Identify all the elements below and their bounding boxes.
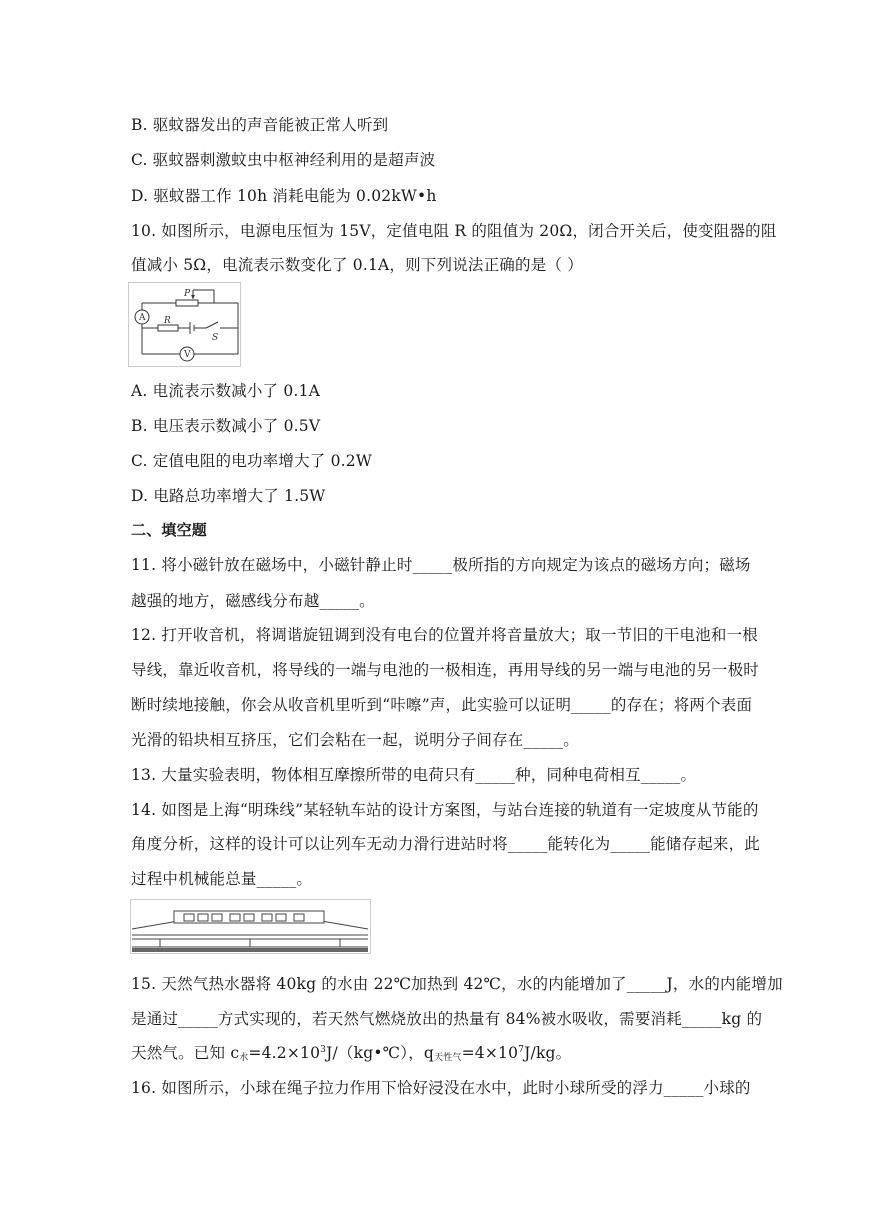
- q10-line-1: 10. 如图所示，电源电压恒为 15V，定值电阻 R 的阻值为 20Ω，闭合开关后，使变阻器的阻: [131, 222, 777, 240]
- q15-line-2: 是通过_____方式实现的，若天然气燃烧放出的热量有 84%被水吸收，需要消耗_____kg 的: [131, 1010, 763, 1028]
- section-heading: 二、填空题: [131, 521, 208, 539]
- q12-line-4: 光滑的铅块相互挤压，它们会粘在一起，说明分子间存在_____。: [131, 731, 579, 749]
- q13-line-1: 13. 大量实验表明，物体相互摩擦所带的电荷只有_____种，同种电荷相互_____。: [131, 766, 697, 784]
- label-p: P: [184, 289, 191, 299]
- q15-text-a: 天然气。已知 c: [131, 1044, 240, 1062]
- q10-option-c: C. 定值电阻的电功率增大了 0.2W: [131, 452, 372, 470]
- q15-sup-7: 7: [518, 1045, 525, 1055]
- q10-line-2: 值减小 5Ω，电流表示数变化了 0.1A，则下列说法正确的是（ ）: [131, 256, 583, 274]
- q15-line-1: 15. 天然气热水器将 40kg 的水由 22℃加热到 42℃，水的内能增加了_____J，水的内能增加: [131, 975, 783, 993]
- circuit-diagram: [128, 282, 242, 368]
- q14-line-2: 角度分析，这样的设计可以让列车无动力滑行进站时将_____能转化为_____能储存起来，此: [131, 835, 761, 853]
- q10-option-d: D. 电路总功率增大了 1.5W: [131, 487, 326, 505]
- q15-text-b: =4.2×10: [248, 1044, 321, 1062]
- q15-sub-water: 水: [239, 1053, 249, 1063]
- station-diagram: [130, 899, 372, 955]
- label-a: A: [139, 313, 146, 323]
- q16-line-1: 16. 如图所示，小球在绳子拉力作用下恰好浸没在水中，此时小球所受的浮力_____小球的: [131, 1079, 751, 1097]
- q12-line-3: 断时续地接触，你会从收音机里听到“咔嚓”声，此实验可以证明_____的存在；将两个表面: [131, 696, 753, 714]
- q15-sub-gas: 天性气: [434, 1053, 462, 1063]
- label-v: V: [184, 350, 191, 360]
- q9-option-c: C. 驱蚊器刺激蚊虫中枢神经利用的是超声波: [131, 151, 436, 169]
- q9-option-b: B. 驱蚊器发出的声音能被正常人听到: [131, 116, 389, 134]
- q10-option-b: B. 电压表示数减小了 0.5V: [131, 417, 321, 435]
- label-s: S: [212, 333, 219, 343]
- q14-line-3: 过程中机械能总量_____。: [131, 870, 313, 888]
- q15-line-3: [131, 1041, 571, 1063]
- q15-text-c: J/（kg•℃），q: [326, 1044, 435, 1062]
- q12-line-1: 12. 打开收音机，将调谐旋钮调到没有电台的位置并将音量放大；取一节旧的干电池和一根: [131, 626, 758, 644]
- q11-line-2: 越强的地方，磁感线分布越_____。: [131, 592, 375, 610]
- q15-text-d: =4×10: [461, 1044, 519, 1062]
- q14-line-1: 14. 如图是上海“明珠线”某轻轨车站的设计方案图，与站台连接的轨道有一定坡度从节能的: [131, 801, 759, 819]
- q15-text-e: J/kg。: [524, 1044, 572, 1062]
- q9-option-d: D. 驱蚊器工作 10h 消耗电能为 0.02kW•h: [131, 187, 437, 205]
- q12-line-2: 导线，靠近收音机，将导线的一端与电池的一极相连，再用导线的另一端与电池的另一极时: [131, 661, 760, 679]
- q11-line-1: 11. 将小磁针放在磁场中，小磁针静止时_____极所指的方向规定为该点的磁场方向；磁场: [131, 556, 751, 574]
- label-r: R: [164, 316, 171, 326]
- q10-option-a: A. 电流表示数减小了 0.1A: [131, 382, 321, 400]
- q15-sup-3: 3: [320, 1045, 327, 1055]
